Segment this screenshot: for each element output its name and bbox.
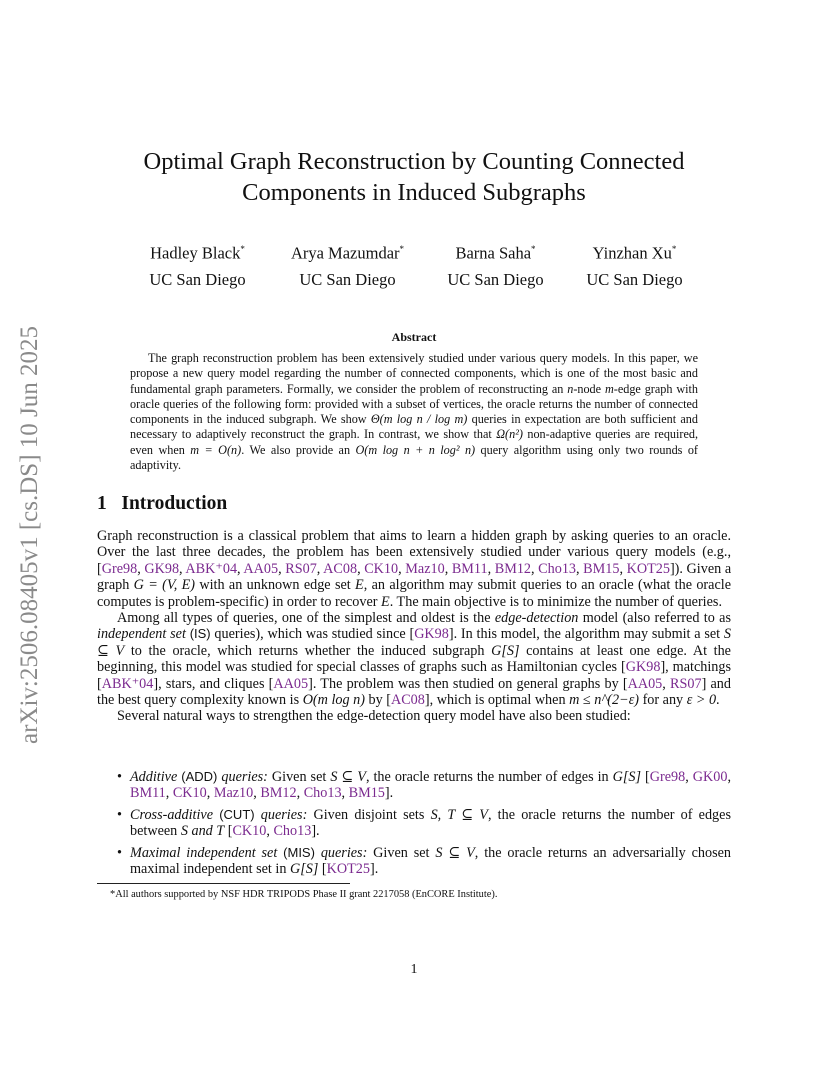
citation-link[interactable]: BM12	[494, 560, 532, 577]
author-block: Hadley Black* UC San Diego	[115, 236, 280, 293]
author-name: Yinzhan Xu	[592, 243, 672, 263]
citation-link[interactable]: GK98	[144, 560, 180, 577]
citation-link[interactable]: AC08	[323, 560, 358, 577]
page-number: 1	[410, 962, 418, 977]
citation-link[interactable]: KOT25	[326, 861, 370, 878]
citation-link[interactable]: CK10	[364, 560, 399, 577]
bullet-icon: •	[117, 806, 122, 823]
list-item: • Cross-additive (CUT) queries: Given disjoint sets S, T ⊆ V, the oracle returns the number of edges between S and T [CK10, Cho13].	[117, 806, 731, 840]
footnote: *All authors supported by NSF HDR TRIPODS Phase II grant 2217058 (EnCORE Institute).	[110, 889, 498, 900]
author-name: Barna Saha	[455, 243, 532, 263]
footnote-rule	[97, 883, 350, 884]
author-block: Arya Mazumdar* UC San Diego	[265, 236, 430, 293]
intro-paragraph: Several natural ways to strengthen the edge-detection query model have also been studied:	[117, 708, 631, 725]
citation-link[interactable]: RS07	[285, 560, 317, 577]
intro-paragraph: Among all types of queries, one of the simplest and oldest is the edge-detection model (also referred to as independent set (IS) queries), which was studied since [GK98]. In this model, the algorithm may submit a set S ⊆ V to the oracle, which returns whether the induced subgraph G[S] contains at least one edge. At the beginning, this model was studied for special classes of graphs such as Hamiltonian cycles [GK98], matchings [ABK⁺04], stars, and cliques [AA05]. The problem was then studied on general graphs by [AA05, RS07] and the best query complexity known is O(m log n) by [AC08], which is optimal when m ≤ n^(2−ε) for any ε > 0.	[97, 610, 732, 709]
citation-link[interactable]: BM15	[583, 560, 620, 577]
citation-link[interactable]: KOT25	[626, 560, 670, 577]
citation-link[interactable]: AA05	[273, 675, 309, 692]
author-affiliation: UC San Diego	[586, 269, 683, 289]
query-model-list	[97, 769, 731, 882]
citation-link[interactable]: GK00	[692, 769, 728, 785]
author-affiliation: UC San Diego	[299, 269, 396, 289]
author-name: Arya Mazumdar	[290, 243, 400, 263]
citation-link[interactable]: AA05	[627, 675, 663, 692]
abstract-heading: Abstract	[391, 330, 437, 344]
list-item: • Maximal independent set (MIS) queries: Given set S ⊆ V, the oracle returns an adversarially chosen maximal independent set in G[S] [KOT25].	[117, 844, 732, 878]
citation-link[interactable]: Cho13	[303, 785, 342, 802]
citation-link[interactable]: GK98	[625, 659, 661, 676]
citation-link[interactable]: Cho13	[538, 560, 577, 577]
arxiv-identifier-text: arXiv:2506.08405v1 [cs.DS] 10 Jun 2025	[16, 325, 43, 745]
citation-link[interactable]: RS07	[670, 675, 702, 692]
citation-link[interactable]: Maz10	[405, 560, 445, 577]
section-heading	[97, 493, 227, 515]
citation-link[interactable]: Cho13	[273, 823, 312, 840]
citation-link[interactable]: ABK⁺04	[185, 560, 238, 577]
section-number: 1	[97, 493, 107, 514]
arxiv-identifier	[8, 300, 52, 770]
author-block: Yinzhan Xu* UC San Diego	[552, 236, 717, 293]
author-affiliation: UC San Diego	[149, 269, 246, 289]
citation-link[interactable]: AA05	[243, 560, 279, 577]
abstract-body: The graph reconstruction problem has been extensively studied under various query models. In this paper, we propose a new query model regarding the number of connected components, which is one of the most basic and fundamental graph parameters. Formally, we consider the problem of reconstructing an n-node m-edge graph with oracle queries of the following form: provided with a subset of vertices, the oracle returns the number of connected components in the induced subgraph. We show Θ(m log n / log m) queries in expectation are both sufficient and necessary to adaptively reconstruct the graph. In contrast, we show that Ω(n²) non-adaptive queries are required, even when m = O(n). We also provide an O(m log n + n log² n) query algorithm using only two rounds of adaptivity.	[130, 351, 699, 473]
citation-link[interactable]: CK10	[232, 823, 267, 840]
citation-link[interactable]: Gre98	[101, 560, 138, 577]
citation-link[interactable]: CK10	[172, 785, 207, 802]
citation-link[interactable]: BM11	[130, 785, 166, 802]
citation-link[interactable]: Maz10	[213, 785, 254, 802]
section-title: Introduction	[121, 493, 228, 514]
citation-link[interactable]: BM15	[348, 785, 385, 802]
intro-body	[97, 528, 731, 725]
bullet-icon: •	[117, 769, 122, 785]
citation-link[interactable]: ABK⁺04	[101, 675, 154, 692]
citation-link[interactable]: BM12	[260, 785, 297, 802]
citation-link[interactable]: AC08	[390, 692, 425, 709]
intro-paragraph: Graph reconstruction is a classical problem that aims to learn a hidden graph by asking queries to an oracle. Over the last three decades, the problem has been extensively studied under various query models (e.g., [Gre98, GK98, ABK⁺04, AA05, RS07, AC08, CK10, Maz10, BM11, BM12, Cho13, BM15, KOT25]). Given a graph G = (V, E) with an unknown edge set E, an algorithm may submit queries to an oracle (what the oracle computes is problem-specific) in order to recover E. The main objective is to minimize the number of queries.	[97, 528, 732, 610]
author-block: Barna Saha* UC San Diego	[413, 236, 578, 293]
paper-title: Optimal Graph Reconstruction by Counting Connected Components in Induced Subgraphs	[143, 148, 685, 206]
citation-link[interactable]: Gre98	[649, 769, 686, 785]
list-item: • Additive (ADD) queries: Given set S ⊆ V, the oracle returns the number of edges in G[S] [Gre98, GK00, BM11, CK10, Maz10, BM12, Cho13, BM15].	[117, 769, 732, 802]
citation-link[interactable]: GK98	[414, 626, 449, 643]
bullet-icon: •	[117, 844, 122, 861]
citation-link[interactable]: BM11	[451, 560, 488, 577]
author-affiliation: UC San Diego	[447, 269, 544, 289]
author-name: Hadley Black	[150, 243, 241, 263]
